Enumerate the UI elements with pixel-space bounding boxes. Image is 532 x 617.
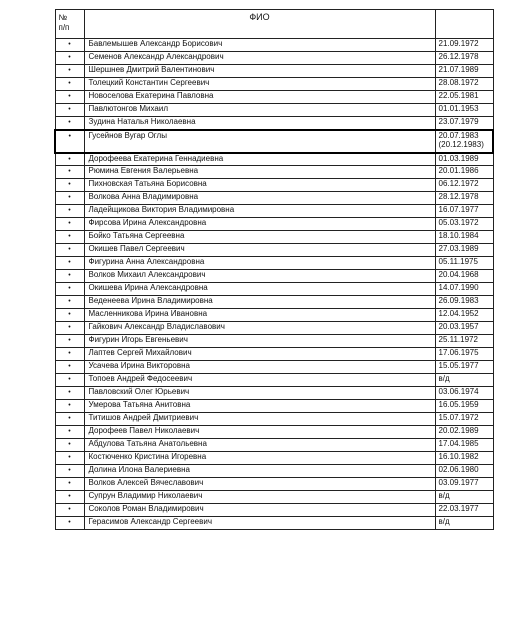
bullet-icon: • [68, 493, 71, 500]
row-birth-date: 27.03.1989 [438, 244, 479, 253]
row-birth-date-cell [435, 478, 493, 491]
bullet-icon: • [68, 311, 71, 318]
row-bullet-cell [55, 283, 84, 296]
row-full-name: Усачева Ирина Викторовна [84, 361, 435, 374]
bullet-icon: • [68, 168, 71, 175]
table-row [55, 426, 493, 439]
table-row [55, 205, 493, 218]
row-full-name: Топоев Андрей Федосеевич [84, 374, 435, 387]
row-birth-date: в/д [438, 517, 450, 526]
bullet-icon: • [68, 181, 71, 188]
table-row [55, 65, 493, 78]
table-row [55, 413, 493, 426]
row-birth-date-cell [435, 91, 493, 104]
row-bullet-cell [55, 517, 84, 530]
table-row [55, 387, 493, 400]
table-row [55, 192, 493, 205]
row-full-name: Умерова Татьяна Анитовна [84, 400, 435, 413]
bullet-icon: • [68, 467, 71, 474]
row-birth-date: 22.05.1981 [438, 91, 479, 100]
row-full-name: Волков Алексей Вячеславович [84, 478, 435, 491]
row-full-name: Бавлемышев Александр Борисович [84, 39, 435, 52]
header-number-abbrev: п/п [58, 23, 70, 32]
bullet-icon: • [68, 506, 71, 513]
row-bullet-cell [55, 400, 84, 413]
table-row [55, 231, 493, 244]
row-full-name: Павлютонгов Михаил [84, 104, 435, 117]
row-bullet-cell [55, 413, 84, 426]
row-full-name: Соколов Роман Владимирович [84, 504, 435, 517]
row-full-name: Пихновская Татьяна Борисовна [84, 179, 435, 192]
table-header [55, 10, 493, 39]
table-row [55, 439, 493, 452]
row-birth-date: 14.07.1990 [438, 283, 479, 292]
row-full-name: Веденеева Ирина Владимировна [84, 296, 435, 309]
bullet-icon: • [68, 155, 71, 163]
row-birth-date: 15.07.1972 [438, 413, 479, 422]
row-full-name: Новоселова Екатерина Павловна [84, 91, 435, 104]
row-birth-date: 16.07.1977 [438, 205, 479, 214]
row-bullet-cell [55, 91, 84, 104]
row-full-name: Фигурин Игорь Евгеньевич [84, 335, 435, 348]
row-birth-date: 16.05.1959 [438, 400, 479, 409]
row-full-name: Дорофеев Павел Николаевич [84, 426, 435, 439]
table-row [55, 361, 493, 374]
row-birth-date: 28.08.1972 [438, 78, 479, 87]
table-row [55, 465, 493, 478]
bullet-icon: • [68, 285, 71, 292]
table-row [55, 309, 493, 322]
row-full-name: Рюмина Евгения Валерьевна [84, 166, 435, 179]
row-birth-date-cell [435, 361, 493, 374]
row-birth-date-cell [435, 52, 493, 65]
row-full-name: Гусейнов Вугар Оглы [84, 130, 435, 153]
row-bullet-cell [55, 322, 84, 335]
row-full-name: Семенов Александр Александрович [84, 52, 435, 65]
table-row [55, 322, 493, 335]
bullet-icon: • [68, 363, 71, 370]
row-full-name: Окишев Павел Сергеевич [84, 244, 435, 257]
table-row [55, 491, 493, 504]
bullet-icon: • [68, 194, 71, 201]
row-bullet-cell [55, 231, 84, 244]
bullet-icon: • [68, 402, 71, 409]
row-birth-date: 17.06.1975 [438, 348, 479, 357]
table-row [55, 374, 493, 387]
row-bullet-cell [55, 465, 84, 478]
row-full-name: Супрун Владимир Николаевич [84, 491, 435, 504]
row-birth-date-cell [435, 309, 493, 322]
row-birth-date-cell [435, 231, 493, 244]
row-birth-date-cell [435, 374, 493, 387]
row-bullet-cell [55, 104, 84, 117]
row-bullet-cell [55, 257, 84, 270]
roster-table [54, 9, 494, 530]
row-birth-date: 03.06.1974 [438, 387, 479, 396]
row-full-name: Волкова Анна Владимировна [84, 192, 435, 205]
table-row [55, 283, 493, 296]
row-birth-date: 21.07.1989 [438, 65, 479, 74]
row-bullet-cell [55, 296, 84, 309]
table-row [55, 478, 493, 491]
table-row [55, 348, 493, 361]
bullet-icon: • [68, 246, 71, 253]
bullet-icon: • [68, 519, 71, 526]
row-bullet-cell [55, 39, 84, 52]
row-birth-date: 23.07.1979 [438, 117, 479, 126]
bullet-icon: • [68, 106, 71, 113]
bullet-icon: • [68, 389, 71, 396]
row-birth-date-cell [435, 244, 493, 257]
row-bullet-cell [55, 130, 84, 153]
row-birth-date: 06.12.1972 [438, 179, 479, 188]
row-bullet-cell [55, 153, 84, 166]
row-full-name: Абдулова Татьяна Анатольевна [84, 439, 435, 452]
row-birth-date: 20.01.1986 [438, 166, 479, 175]
row-bullet-cell [55, 117, 84, 130]
row-full-name: Павловский Олег Юрьевич [84, 387, 435, 400]
table-row [55, 218, 493, 231]
row-birth-date-cell [435, 387, 493, 400]
row-birth-date: 16.10.1982 [438, 452, 479, 461]
table-row [55, 78, 493, 91]
row-bullet-cell [55, 270, 84, 283]
bullet-icon: • [68, 220, 71, 227]
row-bullet-cell [55, 504, 84, 517]
row-birth-date: 21.09.1972 [438, 39, 479, 48]
row-birth-date-cell [435, 218, 493, 231]
row-bullet-cell [55, 348, 84, 361]
row-bullet-cell [55, 426, 84, 439]
row-birth-date: 05.03.1972 [438, 218, 479, 227]
table-row [55, 504, 493, 517]
bullet-icon: • [68, 41, 71, 48]
row-birth-date: 28.12.1978 [438, 192, 479, 201]
table-row [55, 257, 493, 270]
row-birth-date-cell [435, 39, 493, 52]
row-birth-date-cell [435, 257, 493, 270]
table-row [55, 179, 493, 192]
row-bullet-cell [55, 335, 84, 348]
row-birth-date: 05.11.1975 [438, 257, 478, 266]
bullet-icon: • [68, 119, 71, 126]
table-row [55, 270, 493, 283]
table-row [55, 335, 493, 348]
row-bullet-cell [55, 491, 84, 504]
row-full-name: Долина Илона Валериевна [84, 465, 435, 478]
row-full-name: Дорофеева Екатерина Геннадиевна [84, 153, 435, 166]
row-full-name: Зудина Наталья Николаевна [84, 117, 435, 130]
row-full-name: Бойко Татьяна Сергеевна [84, 231, 435, 244]
row-full-name: Ладейщикова Виктория Владимировна [84, 205, 435, 218]
row-birth-date-cell [435, 400, 493, 413]
bullet-icon: • [68, 337, 71, 344]
row-bullet-cell [55, 166, 84, 179]
bullet-icon: • [68, 259, 71, 266]
table-row [55, 166, 493, 179]
row-birth-date-cell [435, 322, 493, 335]
row-birth-date: 25.11.1972 [438, 335, 478, 344]
row-birth-date: 20.04.1968 [438, 270, 479, 279]
row-full-name: Фигурина Анна Александровна [84, 257, 435, 270]
row-full-name: Лаптев Сергей Михайлович [84, 348, 435, 361]
row-bullet-cell [55, 218, 84, 231]
row-birth-date-cell [435, 465, 493, 478]
row-birth-date-cell [435, 452, 493, 465]
row-birth-date-cell [435, 65, 493, 78]
row-birth-date: в/д [438, 491, 450, 500]
row-full-name: Костюченко Кристина Игоревна [84, 452, 435, 465]
bullet-icon: • [68, 132, 71, 140]
bullet-icon: • [68, 324, 71, 331]
row-bullet-cell [55, 205, 84, 218]
row-birth-date-cell [435, 270, 493, 283]
row-bullet-cell [55, 179, 84, 192]
row-bullet-cell [55, 361, 84, 374]
bullet-icon: • [68, 80, 71, 87]
table-row [55, 244, 493, 257]
bullet-icon: • [68, 272, 71, 279]
table-row [55, 91, 493, 104]
row-birth-date-cell [435, 205, 493, 218]
row-birth-date-cell [435, 491, 493, 504]
row-full-name: Титишов Андрей Дмитриевич [84, 413, 435, 426]
row-birth-date: 03.09.1977 [438, 478, 479, 487]
table-row [55, 104, 493, 117]
row-birth-date: 22.03.1977 [438, 504, 479, 513]
bullet-icon: • [68, 233, 71, 240]
table-row [55, 517, 493, 530]
row-birth-date: 17.04.1985 [438, 439, 479, 448]
row-birth-date: в/д [438, 374, 450, 383]
row-birth-date: 01.03.1989 [438, 153, 479, 163]
row-birth-date-cell [435, 104, 493, 117]
row-birth-date-cell [435, 117, 493, 130]
row-birth-date: 20.03.1957 [438, 322, 479, 331]
header-number-sign: № [58, 13, 68, 22]
row-birth-date-cell [435, 413, 493, 426]
row-bullet-cell [55, 439, 84, 452]
row-full-name: Шершнев Дмитрий Валентинович [84, 65, 435, 78]
bullet-icon: • [68, 428, 71, 435]
row-bullet-cell [55, 244, 84, 257]
row-full-name: Фирсова Ирина Александровна [84, 218, 435, 231]
row-birth-date: 01.01.1953 [438, 104, 479, 113]
row-birth-date: 15.05.1977 [438, 361, 479, 370]
row-bullet-cell [55, 478, 84, 491]
row-full-name: Толецкий Константин Сергеевич [84, 78, 435, 91]
row-birth-date-cell [435, 192, 493, 205]
row-full-name: Масленникова Ирина Ивановна [84, 309, 435, 322]
row-birth-date-cell [435, 439, 493, 452]
row-birth-date-cell [435, 166, 493, 179]
table-row [55, 52, 493, 65]
header-date [435, 10, 493, 39]
bullet-icon: • [68, 54, 71, 61]
bullet-icon: • [68, 454, 71, 461]
row-full-name: Волков Михаил Александрович [84, 270, 435, 283]
table-row [55, 117, 493, 130]
row-full-name: Гайкович Александр Владиславович [84, 322, 435, 335]
row-bullet-cell [55, 52, 84, 65]
table-row [55, 452, 493, 465]
row-birth-date-cell [435, 283, 493, 296]
table-row [55, 400, 493, 413]
row-birth-date: 20.07.1983 [438, 130, 479, 140]
bullet-icon: • [68, 350, 71, 357]
row-birth-date: 02.06.1980 [438, 465, 479, 474]
table-body [55, 39, 493, 530]
row-birth-date: 12.04.1952 [438, 309, 479, 318]
row-birth-date-cell [435, 130, 493, 153]
row-bullet-cell [55, 387, 84, 400]
row-birth-date-cell [435, 426, 493, 439]
row-birth-date: 26.12.1978 [438, 52, 479, 61]
row-bullet-cell [55, 374, 84, 387]
table-row [55, 39, 493, 52]
bullet-icon: • [68, 207, 71, 214]
row-birth-date-cell [435, 296, 493, 309]
row-bullet-cell [55, 192, 84, 205]
header-full-name: ФИО [84, 10, 435, 39]
header-number [55, 10, 84, 39]
bullet-icon: • [68, 376, 71, 383]
bullet-icon: • [68, 415, 71, 422]
bullet-icon: • [68, 298, 71, 305]
row-birth-date-cell [435, 179, 493, 192]
row-birth-date-cell [435, 517, 493, 530]
row-bullet-cell [55, 309, 84, 322]
bullet-icon: • [68, 93, 71, 100]
row-birth-date: 26.09.1983 [438, 296, 479, 305]
row-bullet-cell [55, 65, 84, 78]
row-birth-date-cell [435, 504, 493, 517]
row-birth-date: 18.10.1984 [438, 231, 479, 240]
bullet-icon: • [68, 441, 71, 448]
bullet-icon: • [68, 480, 71, 487]
row-bullet-cell [55, 78, 84, 91]
table-row [55, 130, 493, 153]
row-birth-date-cell [435, 348, 493, 361]
row-birth-date: 20.02.1989 [438, 426, 479, 435]
row-birth-date-cell [435, 153, 493, 166]
table-row [55, 153, 493, 166]
bullet-icon: • [68, 67, 71, 74]
row-birth-date-cell [435, 78, 493, 91]
row-birth-date: (20.12.1983) [438, 139, 484, 149]
row-birth-date-cell [435, 335, 493, 348]
row-full-name: Герасимов Александр Сергеевич [84, 517, 435, 530]
row-full-name: Окишева Ирина Александровна [84, 283, 435, 296]
table-row [55, 296, 493, 309]
row-bullet-cell [55, 452, 84, 465]
